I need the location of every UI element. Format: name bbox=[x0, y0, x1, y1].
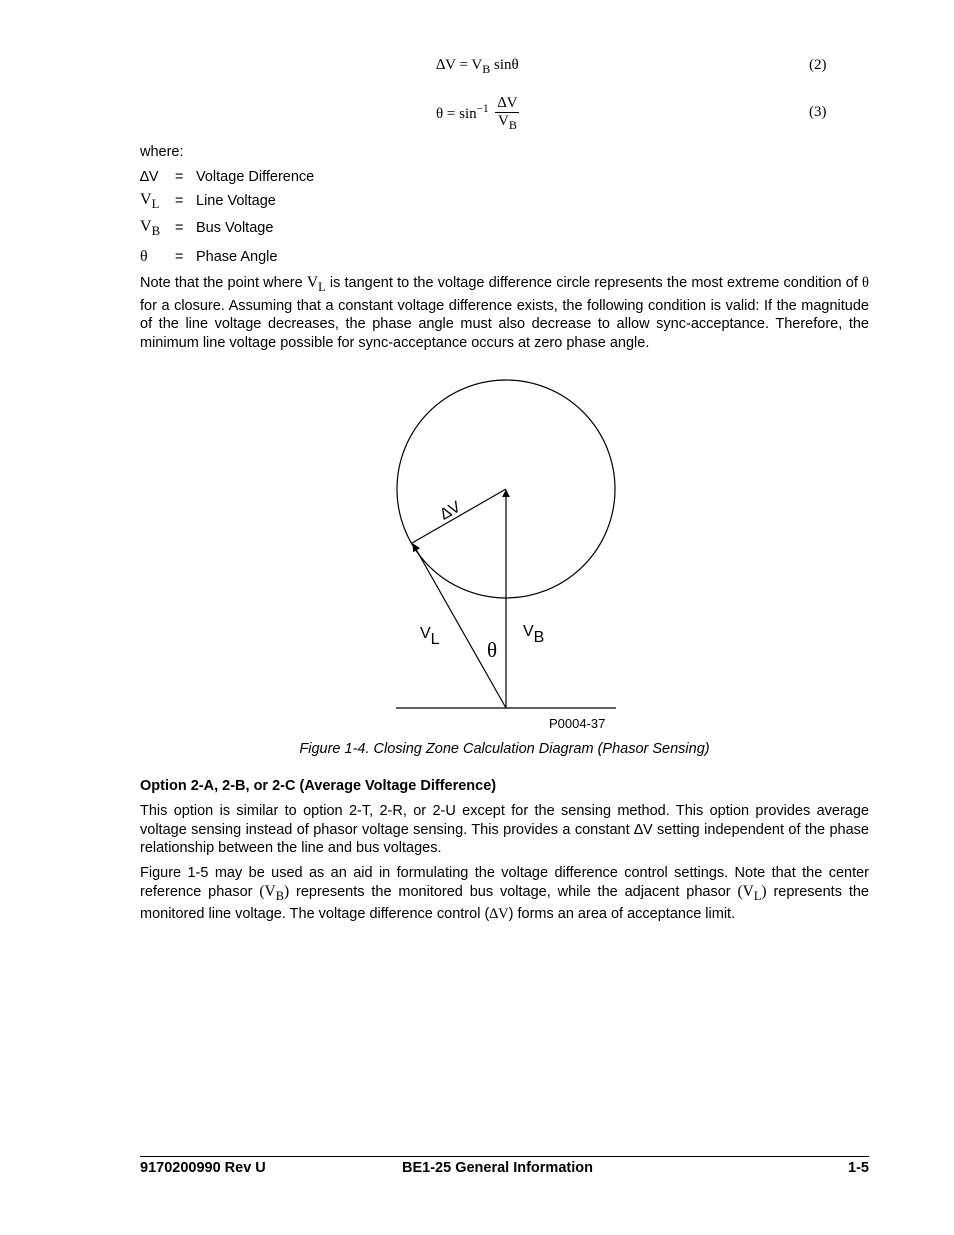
definition-equals: = bbox=[175, 249, 184, 265]
footer-document-number: 9170200990 Rev U bbox=[140, 1160, 266, 1176]
paragraph-tangent-note: Note that the point where $V_L$ is tangent to the voltage difference circle represents the most extreme condition of θ for a closure. Assuming that a constant voltage difference exists, the following condition is valid: If the magnitude of the line voltage decreases, the phase angle must also decrease to allow sync-acceptance. Therefore, the minimum line voltage possible for sync-acceptance occurs at zero phase angle. bbox=[140, 274, 869, 351]
phasor-diagram bbox=[380, 372, 630, 737]
symbol-theta: θ bbox=[140, 248, 148, 265]
theta-label: θ bbox=[487, 638, 498, 662]
paragraph-figure-reference: Figure 1-5 may be used as an aid in formulating the voltage difference control settings. Note that the center reference phasor $(V_B)$ represents the monitored bus voltage, while the adjacent phasor $(V_L)$ represents the monitored line voltage. The voltage difference control (∆V) forms an area of acceptance limit. bbox=[140, 865, 869, 923]
vb-label: VB bbox=[523, 623, 545, 646]
delta-v-line bbox=[412, 489, 506, 543]
figure-code: P0004-37 bbox=[549, 716, 606, 731]
symbol-vb: $V_B$ bbox=[140, 218, 161, 239]
definition-meaning: Phase Angle bbox=[196, 249, 278, 265]
definition-equals: = bbox=[175, 193, 184, 209]
vl-label: VL bbox=[420, 625, 440, 648]
equation-3: $\theta = \sin^{-1}$ $\frac{\Delta V}{V_B}$ bbox=[436, 95, 518, 132]
definition-equals: = bbox=[175, 169, 184, 185]
definition-meaning: Line Voltage bbox=[196, 193, 276, 209]
symbol-delta-v: ∆V bbox=[140, 169, 159, 185]
definition-meaning: Bus Voltage bbox=[196, 220, 274, 236]
delta-v-label: ∆V bbox=[437, 498, 464, 524]
footer-rule bbox=[140, 1156, 869, 1157]
symbol-vl: $V_L$ bbox=[140, 191, 160, 212]
equation-2: $\Delta V = V_B$ sinθ bbox=[436, 57, 519, 76]
figure-caption: Figure 1-4. Closing Zone Calculation Diagram (Phasor Sensing) bbox=[299, 741, 710, 757]
definition-equals: = bbox=[175, 220, 184, 236]
where-label: where: bbox=[140, 144, 184, 160]
section-heading: Option 2-A, 2-B, or 2-C (Average Voltage Difference) bbox=[140, 778, 497, 794]
equation-2-number: (2) bbox=[809, 57, 827, 73]
footer-title: BE1-25 General Information bbox=[402, 1160, 593, 1176]
paragraph-average-sensing: This option is similar to option 2-T, 2-R, or 2-U except for the sensing method. This option provides average voltage sensing instead of phasor voltage sensing. This provides a constant ∆V setting independent of the phase relationship between the line and bus voltages. bbox=[140, 803, 869, 856]
footer-page-number: 1-5 bbox=[848, 1160, 869, 1176]
definition-meaning: Voltage Difference bbox=[196, 169, 315, 185]
equation-3-number: (3) bbox=[809, 104, 827, 120]
